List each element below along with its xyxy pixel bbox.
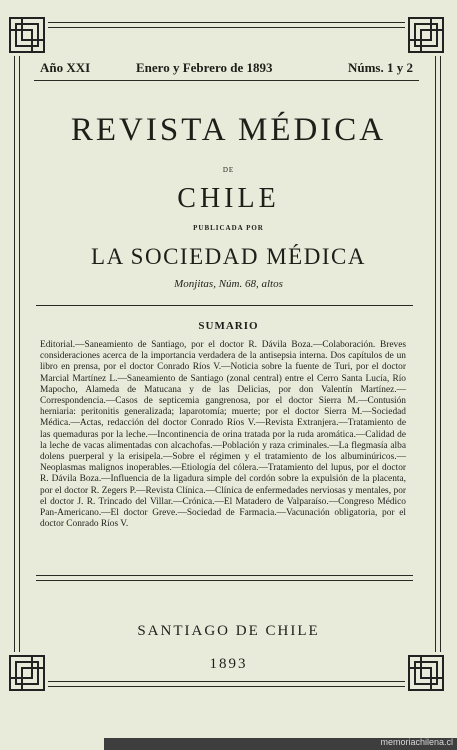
published-by: PUBLICADA POR <box>193 224 264 232</box>
footer-city: SANTIAGO DE CHILE <box>137 623 320 639</box>
issue-numbers: Núms. 1 y 2 <box>347 60 413 75</box>
corner-ornament-icon <box>405 14 447 56</box>
corner-ornament-icon <box>6 14 48 56</box>
divider <box>36 575 413 576</box>
divider <box>36 305 413 306</box>
watermark-text: memoriachilena.cl <box>380 737 453 747</box>
title-country: CHILE <box>177 183 280 214</box>
summary-heading: SUMARIO <box>198 320 259 332</box>
society-name: LA SOCIEDAD MÉDICA <box>91 244 366 269</box>
footer-year: 1893 <box>209 656 248 672</box>
issue-year: Año XXI <box>40 60 91 75</box>
summary-text: Editorial.—Saneamiento de Santiago, por el doctor R. Dávila Boza.—Colaboración. Breves consideraciones acerca de la importancia verdadera de la antisepsia interna. Dos capítulos de un libro en prensa, por el doctor Conrado Ríos V.—Noticia sobre la fuente de Turi, por el doctor Marcial Martínez L.—Saneamiento de Santiago (zonal central) entre el Cerro Santa Lucía, Río Mapocho, Alameda de Matucana y de las Delicias, por don Valentín Martínez.—Correspondencia.—Casos de septicemia gangrenosa, por el doctor Sierra M.—Contusión herniaria: peritonitis generalizada; laparotomía; muerte; por el doctor Sierra M.—Sociedad Médica.—Actas, redacción del doctor Conrado Ríos V.—Revista Extranjera.—Tratamiento de las quemaduras por la leche.—Incontinencia de orina tratada por la ruda aromática.—Calidad de la leche de vacas alimentadas con alcachofas.—Población y raza criminales.—La flegmasía alba dolens puerperal y la erisipela.—Sobre el régimen y el tratamiento de los albuminúricos.—Neoplasmas malignos inoperables.—Etiología del cólera.—Tratamiento del lupus, por el doctor R. Dávila Boza.—Influencia de la ligadura simple del cordón sobre la expulsión de la placenta, por el doctor R. Zegers P.—Revista Clínica.—Clínica de enfermedades nerviosas y mentales, por el doctor J. R. Trincado del Villar.—Crónica.—El Matadero de Valparaíso.—Congreso Médico Pan-Americano.—El doctor Greve.—Sociedad de Farmacia.—Vacunación obligatoria, por el doctor Conrado Ríos V. <box>40 340 406 530</box>
society-address: Monjitas, Núm. 68, altos <box>174 278 283 290</box>
issue-date: Enero y Febrero de 1893 <box>136 60 273 75</box>
title-de: DE <box>222 166 235 174</box>
divider <box>36 580 413 581</box>
issue-header <box>36 60 417 76</box>
divider <box>34 80 419 81</box>
journal-title: REVISTA MÉDICA <box>70 112 387 148</box>
